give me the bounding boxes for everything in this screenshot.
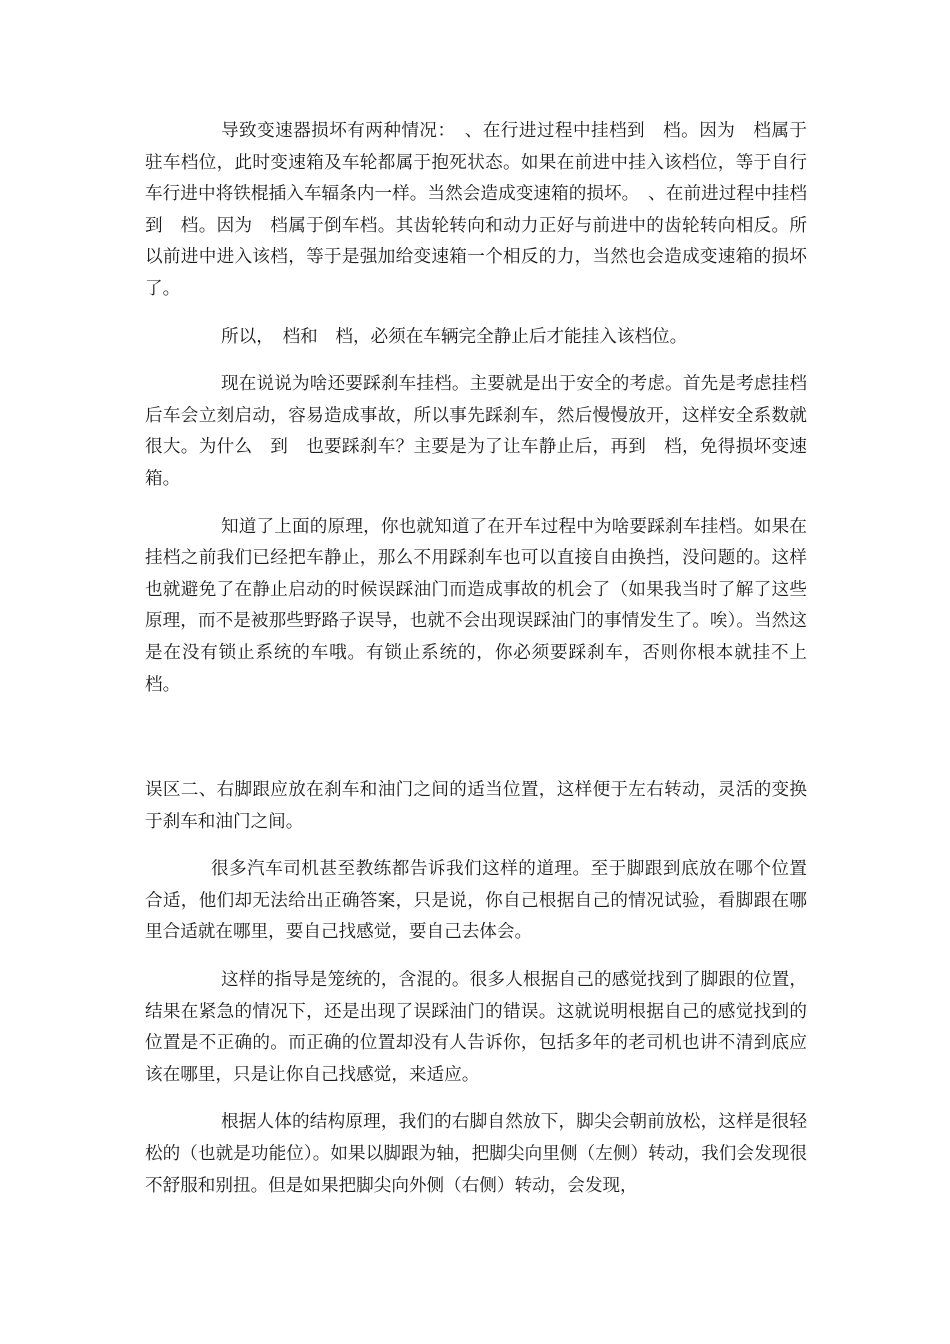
document-body: [145, 116, 807, 1218]
paragraph-gear-rule: 所以， 档和 档，必须在车辆完全静止后才能挂入该档位。: [221, 326, 688, 347]
section-spacer: [145, 717, 807, 775]
paragraph-vague-guidance: 这样的指导是笼统的，含混的。很多人根据自己的感觉找到了脚跟的位置，结果在紧急的情况下，还是出现了误踩油门的错误。这就说明根据自己的感觉找到的位置是不正确的。而正确的位置却没有人告诉你，包括多年的老司机也讲不清到底应该在哪里，只是让你自己找感觉，来适应。: [145, 970, 807, 1085]
section-heading-myth-two: 误区二、右脚跟应放在刹车和油门之间的适当位置，这样便于左右转动，灵活的变换于刹车和油门之间。: [145, 780, 807, 832]
paragraph-brake-reason: 现在说说为啥还要踩刹车挂档。主要就是出于安全的考虑。首先是考虑挂档后车会立刻启动，容易造成事故，所以事先踩刹车，然后慢慢放开，这样安全系数就很大。为什么 到 也要踩刹车？主要是为了让车静止后，再到 档，免得损坏变速箱。: [145, 374, 807, 489]
paragraph-principle: 知道了上面的原理，你也就知道了在开车过程中为啥要踩刹车挂档。如果在挂档之前我们已经把车静止，那么不用踩刹车也可以直接自由换挡，没问题的。这样也就避免了在静止启动的时候误踩油门而造成事故的机会了（如果我当时了解了这些原理，而不是被那些野路子误导，也就不会出现误踩油门的事情发生了。唉）。当然这是在没有锁止系统的车哦。有锁止系统的，你必须要踩刹车，否则你根本就挂不上档。: [145, 516, 807, 695]
paragraph-instructors: 很多汽车司机甚至教练都告诉我们这样的道理。至于脚跟到底放在哪个位置合适，他们却无法给出正确答案，只是说，你自己根据自己的情况试验，看脚跟在哪里合适就在哪里，要自己找感觉，要自己去体会。: [145, 859, 807, 943]
paragraph-transmission-damage: 导致变速器损坏有两种情况： 、在行进过程中挂档到 档。因为 档属于驻车档位，此时变速箱及车轮都属于抱死状态。如果在前进中挂入该档位，等于自行车行进中将铁棍插入车辐条内一样。当然会造成变速箱的损坏。 、在前进过程中挂档到 档。因为 档属于倒车档。其齿轮转向和动力正好与前进中的齿轮转向相反。所以前进中进入该档，等于是强加给变速箱一个相反的力，当然也会造成变速箱的损坏了。: [145, 121, 807, 299]
paragraph-body-structure: 根据人体的结构原理，我们的右脚自然放下，脚尖会朝前放松，这样是很轻松的（也就是功能位）。如果以脚跟为轴，把脚尖向里侧（左侧）转动，我们会发现很不舒服和别扭。但是如果把脚尖向外侧（右侧）转动，会发现，: [145, 1112, 807, 1196]
